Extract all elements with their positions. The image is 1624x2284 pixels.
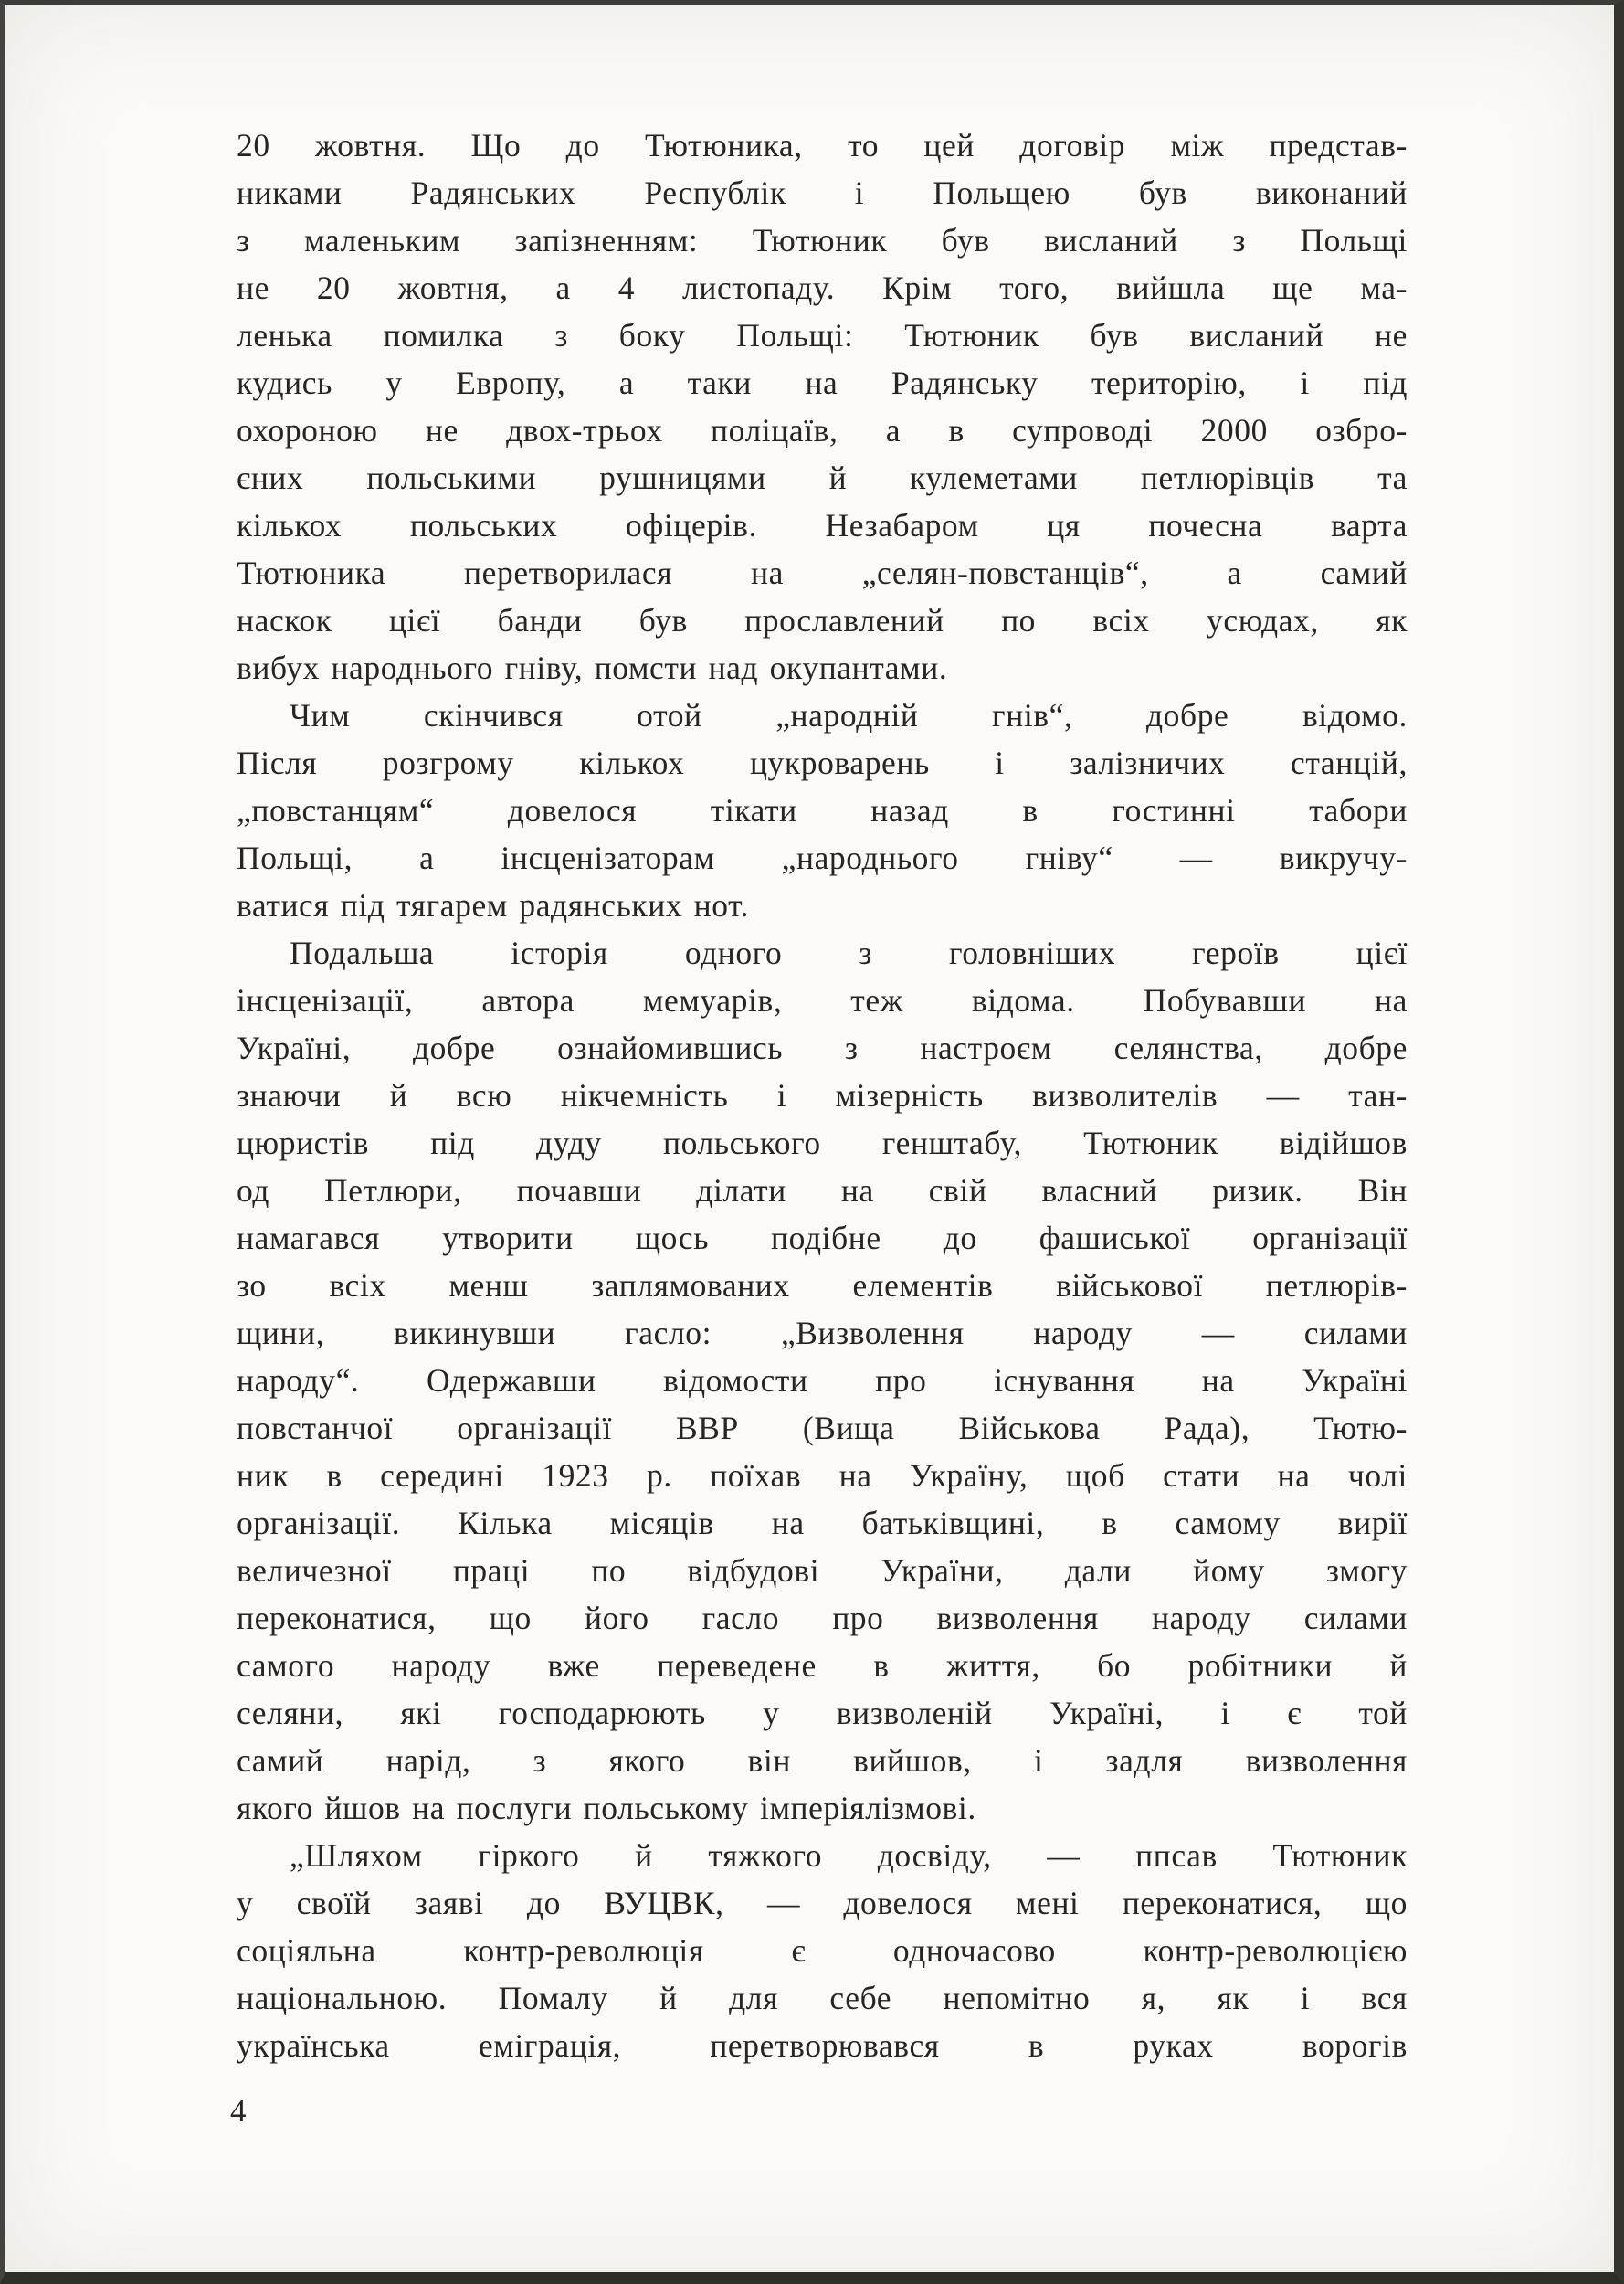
text-line: організації. Кілька місяців на батьківщині, в самому вирії <box>237 1505 1408 1541</box>
text-line: самий нарід, з якого він вийшов, і задля визволення <box>237 1742 1408 1779</box>
text-line: у своїй заяві до ВУЦВК, — довелося мені переконатися, що <box>237 1885 1408 1921</box>
text-line: інсценізації, автора мемуарів, теж відома. Побувавши на <box>237 982 1408 1019</box>
text-line: намагався утворити щось подібне до фашиської організації <box>237 1220 1408 1256</box>
paragraph <box>237 692 1408 929</box>
text-line: народу“. Одержавши відомости про існування на Україні <box>237 1362 1408 1399</box>
text-line: Україні, добре ознайомившись з настроєм селянства, добре <box>237 1030 1408 1066</box>
text-line: од Петлюри, почавши ділати на свій власний ризик. Він <box>237 1172 1408 1209</box>
text-line: Чим скінчився отой „народній гнів“, добре відомо. <box>290 697 1408 734</box>
text-line: з маленьким запізненням: Тютюник був висланий з Польщі <box>237 222 1408 259</box>
text-line: цюристів під дуду польського генштабу, Тютюник відійшов <box>237 1125 1408 1161</box>
text-line: якого йшов на послуги польському імперіялізмові. <box>237 1790 976 1826</box>
text-line: кількох польських офіцерів. Незабаром ця почесна варта <box>237 507 1408 544</box>
text-line: повстанчої організації ВВР (Вища Військова Рада), Тютю- <box>237 1410 1408 1446</box>
text-line: Після розгрому кількох цукроварень і залізничих станцій, <box>237 745 1408 781</box>
text-line: „повстанцям“ довелося тікати назад в гостинні табори <box>237 792 1408 829</box>
text-line: соціяльна контр-революція є одночасово контр-революцією <box>237 1932 1408 1969</box>
text-line: Польщі, а інсценізаторам „народнього гніву“ — викручу- <box>237 840 1408 876</box>
text-line: вибух народнього гніву, помсти над окупантами. <box>237 650 948 686</box>
paragraph <box>237 929 1408 1832</box>
text-line: наскок цієї банди був прославлений по всіх усюдах, як <box>237 602 1408 639</box>
text-line: ник в середині 1923 р. поїхав на Україну, щоб стати на чолі <box>237 1457 1408 1494</box>
text-line: Подальша історія одного з головніших героїв цієї <box>290 935 1408 971</box>
text-line: ленька помилка з боку Польщі: Тютюник був висланий не <box>237 317 1408 354</box>
text-line: національною. Помалу й для себе непомітно я, як і вся <box>237 1980 1408 2016</box>
text-line: єних польськими рушницями й кулеметами петлюрівців та <box>237 460 1408 496</box>
text-line: 20 жовтня. Що до Тютюника, то цей договір між представ- <box>237 127 1408 164</box>
text-line: переконатися, що його гасло про визволення народу силами <box>237 1600 1408 1636</box>
text-line: знаючи й всю нікчемність і мізерність визволителів — тан- <box>237 1077 1408 1114</box>
text-line: Тютюника перетворилася на „селян-повстанців“, а самий <box>237 555 1408 591</box>
text-line: величезної праці по відбудові України, дали йому змогу <box>237 1552 1408 1589</box>
text-line: зо всіх менш заплямованих елементів військової петлюрів- <box>237 1267 1408 1304</box>
text-line: „Шляхом гіркого й тяжкого досвіду, — ппсав Тютюник <box>290 1837 1408 1874</box>
text-line: охороною не двох-трьох поліцаїв, а в супроводі 2000 озбро- <box>237 412 1408 449</box>
text-line: щини, викинувши гасло: „Визволення народу — силами <box>237 1315 1408 1351</box>
text-block <box>237 122 1408 2069</box>
text-line: кудись у Европу, а таки на Радянську територію, і під <box>237 365 1408 401</box>
paragraph <box>237 122 1408 692</box>
page-number: 4 <box>230 2093 247 2129</box>
text-line: українська еміграція, перетворювався в руках ворогів <box>237 2027 1408 2064</box>
text-line: ватися під тягарем радянських нот. <box>237 887 750 924</box>
text-line: не 20 жовтня, а 4 листопаду. Крім того, вийшла ще ма- <box>237 270 1408 306</box>
text-line: селяни, які господарюють у визволеній Україні, і є той <box>237 1695 1408 1731</box>
paragraph <box>237 1832 1408 2069</box>
text-line: никами Радянських Республік і Польщею був виконаний <box>237 174 1408 211</box>
text-line: самого народу вже переведене в життя, бо робітники й <box>237 1647 1408 1684</box>
